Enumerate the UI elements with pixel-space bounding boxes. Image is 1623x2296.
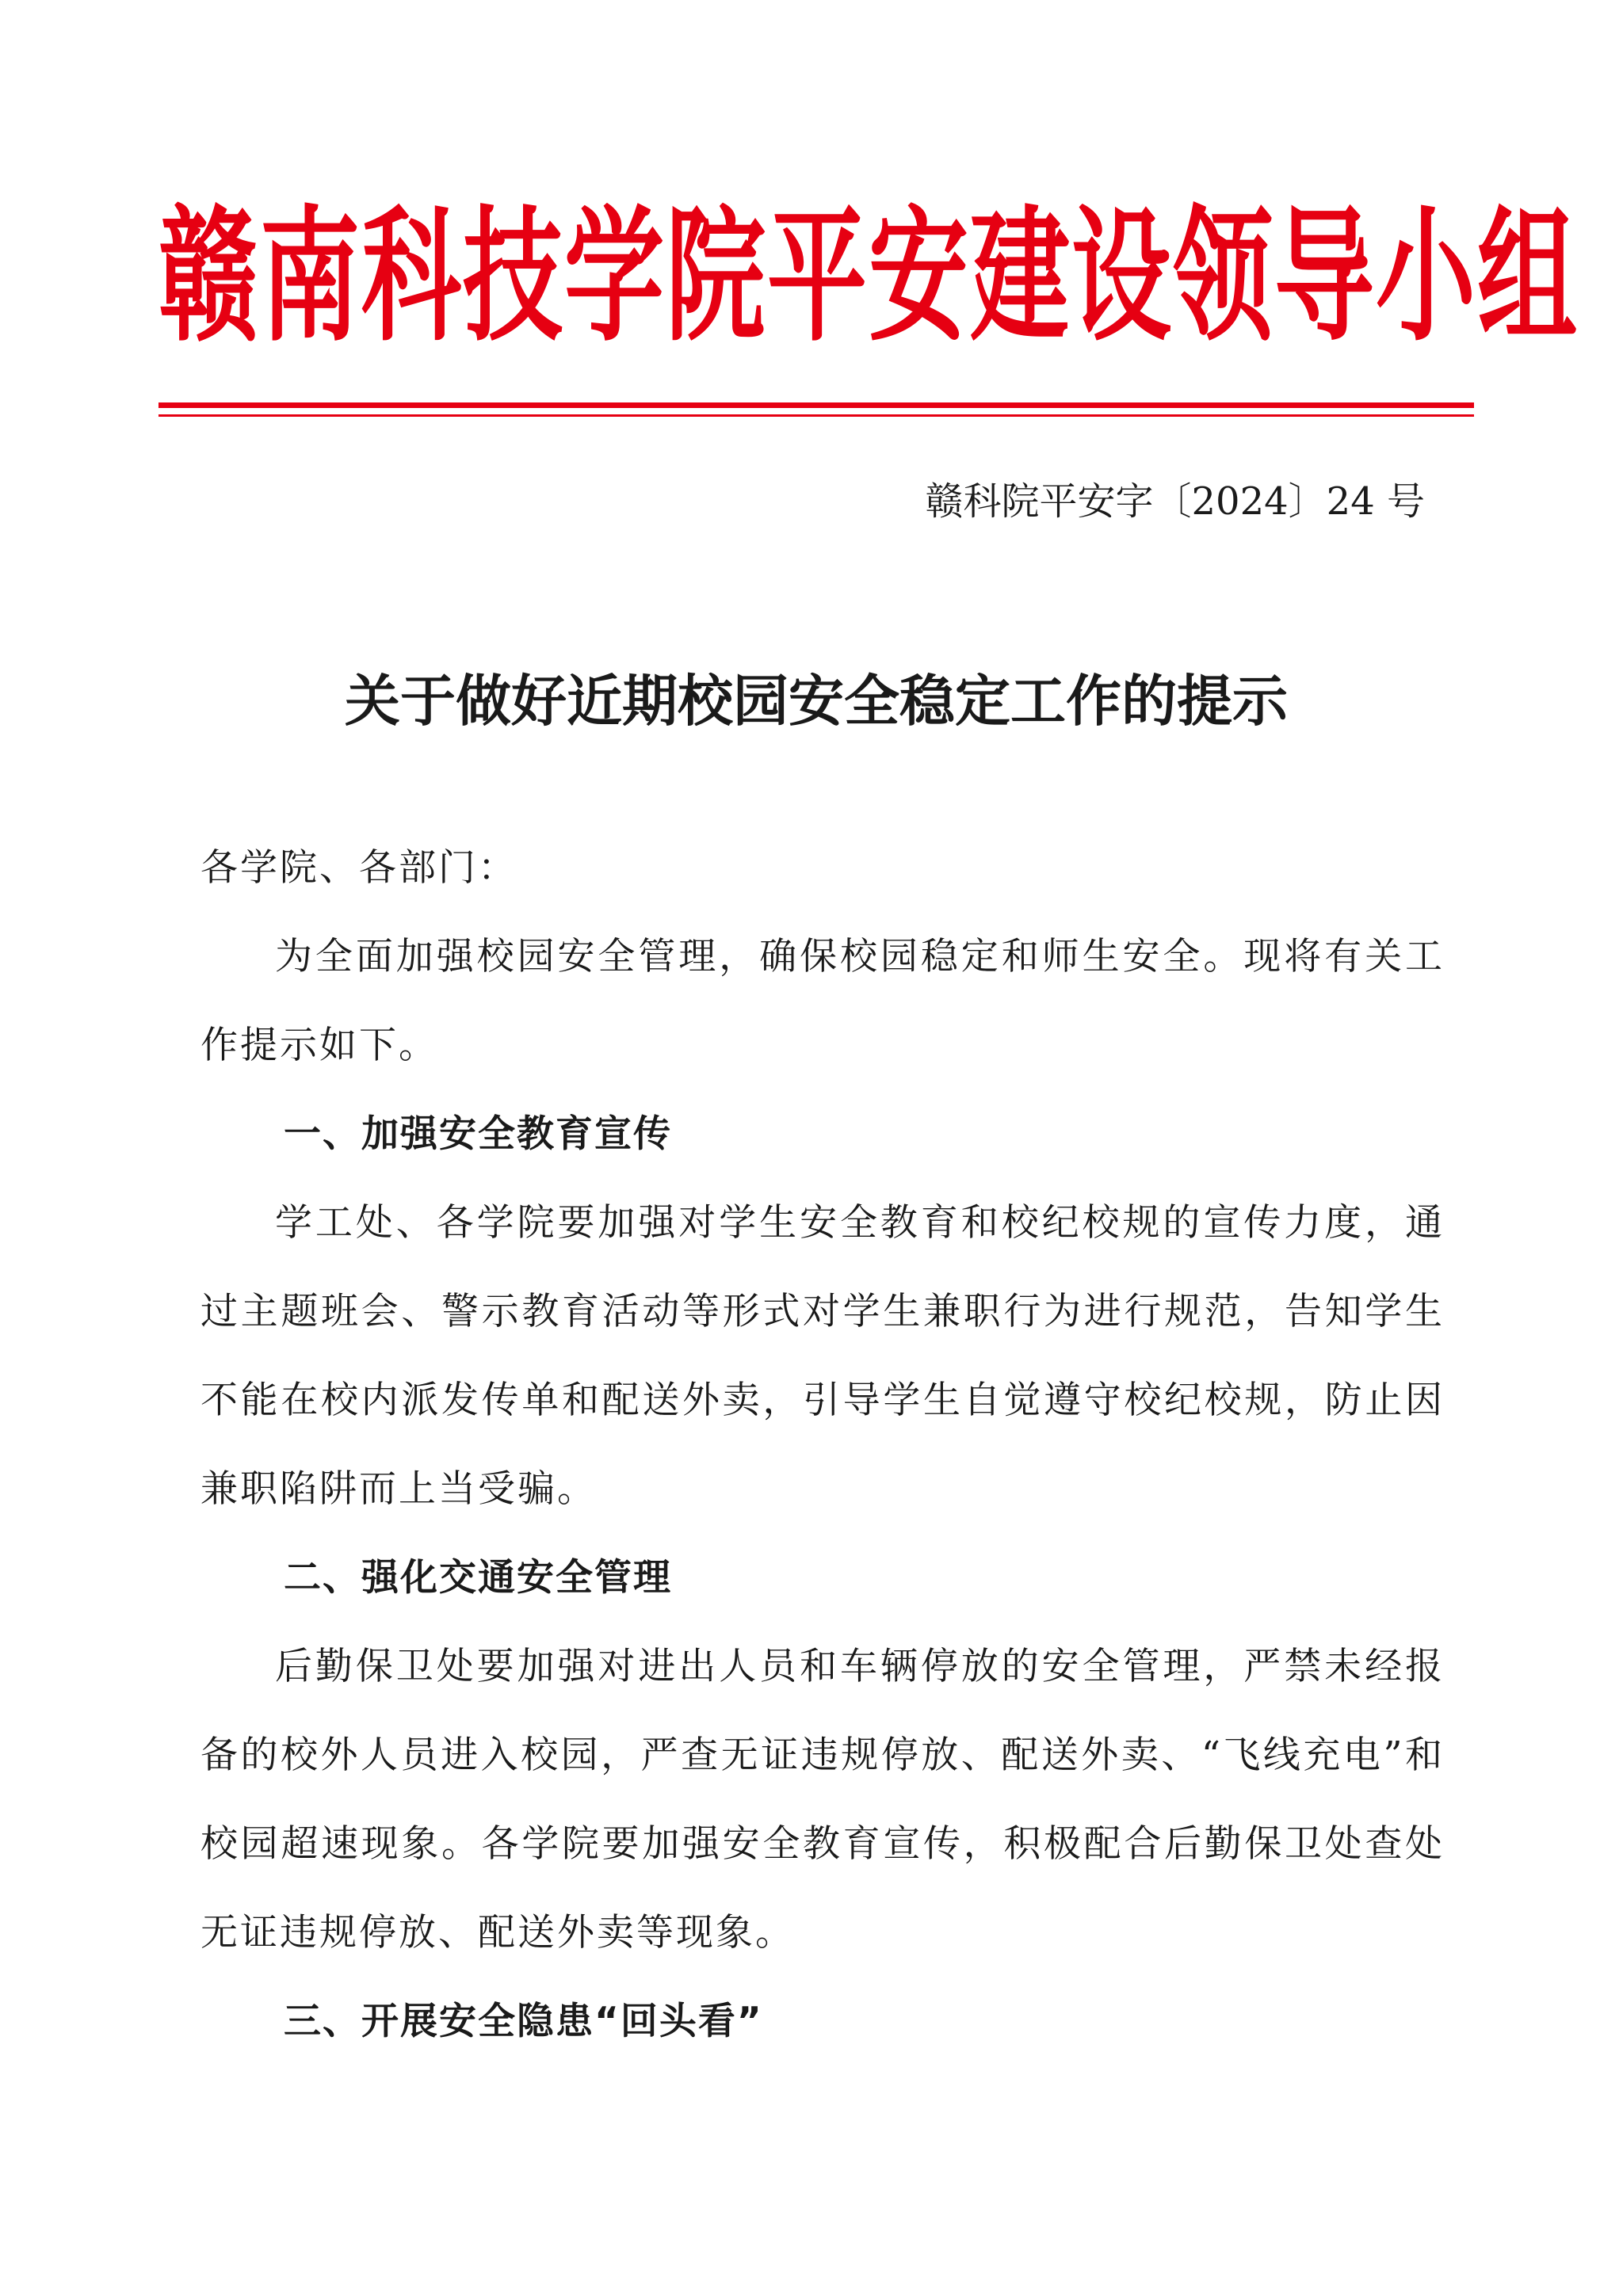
section-heading-3: 三、开展安全隐患“回头看”	[284, 2000, 763, 2043]
section-heading-1: 一、加强安全教育宣传	[284, 1112, 672, 1156]
document-number: 赣科院平安字〔2024〕24 号	[925, 479, 1425, 524]
document-body	[200, 824, 1445, 2066]
masthead-rule-thick	[158, 402, 1474, 408]
masthead-rule-thin	[158, 414, 1474, 417]
intro-paragraph: 为全面加强校园安全管理，确保校园稳定和师生安全。现将有关工作提示如下。	[200, 935, 1445, 1067]
section-heading-2: 二、强化交通安全管理	[284, 1556, 672, 1600]
salutation: 各学院、各部门：	[200, 846, 517, 890]
document-title: 关于做好近期校园安全稳定工作的提示	[345, 669, 1288, 734]
section-body-1: 学工处、各学院要加强对学生安全教育和校纪校规的宣传力度，通过主题班会、警示教育活动等形式对学生兼职行为进行规范，告知学生不能在校内派发传单和配送外卖，引导学生自觉遵守校纪校规，防止因兼职陷阱而上当受骗。	[200, 1201, 1445, 1511]
section-body-2: 后勤保卫处要加强对进出人员和车辆停放的安全管理，严禁未经报备的校外人员进入校园，严查无证违规停放、配送外卖、“飞线充电”和校园超速现象。各学院要加强安全教育宣传，积极配合后勤保卫处查处无证违规停放、配送外卖等现象。	[200, 1645, 1445, 1955]
masthead-title: 赣南科技学院平安建设领导小组	[158, 192, 1579, 361]
